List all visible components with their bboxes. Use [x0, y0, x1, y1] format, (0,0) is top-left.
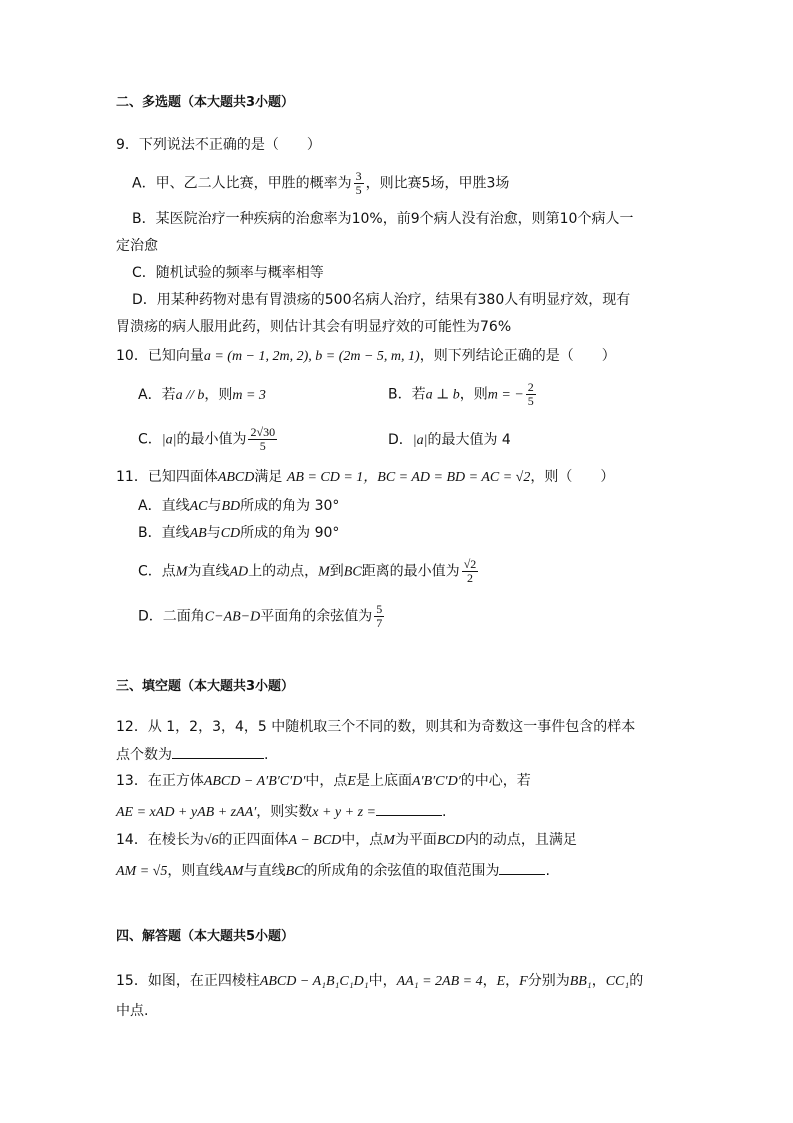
q10-a-mid: ，则 — [204, 387, 233, 403]
q9-a-num: 3 — [355, 169, 362, 183]
q14-l2-mid: ，则直线 — [167, 863, 224, 879]
q9-a-pre: A．甲、乙二人比赛，甲胜的概率为 — [132, 175, 352, 192]
q15-l1-post: 的 — [629, 973, 644, 989]
q13-e: E — [347, 774, 356, 789]
q15-e: E — [496, 974, 506, 989]
q10-b-fraction — [526, 381, 536, 408]
q11-c-t4: 距离的最小值为 — [361, 563, 460, 580]
q13-l2-end: . — [441, 804, 447, 820]
q15-l1-pre: 15．如图，在正四棱柱 — [116, 973, 260, 989]
q14-m: M — [383, 833, 395, 848]
q14-l2-end: . — [545, 863, 550, 879]
q9-option-d-line1: D．用某种药物对患有胃溃疡的500名病人治疗，结果有380人有明显疗效，现有 — [132, 292, 631, 308]
q11-option-a — [138, 496, 339, 517]
q15-line1 — [116, 971, 643, 992]
q11-pre: 11．已知四面体 — [116, 469, 218, 485]
section-fill-title: 三、填空题（本大题共3小题） — [116, 679, 295, 694]
q10-option-b — [388, 381, 538, 408]
q10-vectors: a = (m − 1, 2m, 2), b = (2m − 5, m, 1) — [203, 349, 420, 364]
q11-c-t1: 为直线 — [187, 563, 230, 580]
q14-l1-mid: 的正四面体 — [218, 832, 289, 848]
q9-a-den: 5 — [355, 183, 362, 197]
q13-line1 — [116, 771, 531, 792]
q13-cube: ABCD − A′B′C′D′ — [203, 774, 306, 789]
q10-b-mid: ，则 — [459, 386, 488, 403]
q11-d-fraction — [374, 603, 384, 630]
q10-d-abs: |a| — [412, 433, 428, 448]
q14-cond: AM = √5 — [116, 864, 168, 879]
q10-b-expr: a ⊥ b — [425, 387, 460, 403]
q14-answer-blank[interactable] — [499, 860, 545, 875]
q11-c-num: √2 — [463, 557, 477, 571]
q11-c-t2: 上的动点， — [248, 563, 319, 580]
q14-l1-mid3: 为平面 — [394, 832, 437, 848]
q13-line2 — [116, 801, 446, 823]
q10-stem — [116, 346, 616, 367]
q11-c-pre: C．点 — [138, 563, 176, 580]
q11-c-m: M — [175, 564, 188, 580]
q11-cond2: BC = AD = BD = AC = √2 — [377, 470, 531, 485]
q11-b-pre: B．直线 — [138, 525, 190, 541]
section-solve-title: 四、解答题（本大题共5小题） — [116, 929, 295, 944]
q14-bc: BC — [285, 864, 304, 879]
q11-d-num: 5 — [376, 602, 383, 616]
q9-a-post: ，则比赛5场，甲胜3场 — [365, 175, 510, 192]
q11-c-fraction — [462, 558, 479, 585]
q11-c-ad: AD — [229, 564, 249, 580]
q10-a-val: m = 3 — [232, 388, 266, 403]
q15-line2: 中点. — [116, 1003, 149, 1019]
q11-mid: 满足 — [254, 469, 283, 485]
q11-b-post: 所成的角为 90° — [240, 525, 340, 541]
q10-c-fraction — [248, 426, 277, 453]
q10-option-c — [138, 426, 279, 453]
q11-b-l2: CD — [220, 526, 241, 541]
q13-l1-mid: 中，点 — [305, 773, 348, 789]
q10-option-a — [138, 385, 266, 406]
q13-face: A′B′C′D′ — [411, 774, 461, 789]
q11-a-post: 所成的角为 30° — [240, 498, 340, 514]
q12-line2 — [116, 744, 268, 765]
q13-l1-pre: 13．在正方体 — [116, 773, 204, 789]
q15-l1-mid4: 分别为 — [527, 973, 570, 989]
q10-b-den: 5 — [527, 394, 534, 408]
q10-c-mid: 的最小值为 — [176, 431, 247, 448]
q10-c-pre: C． — [138, 431, 162, 448]
q13-l1-mid2: 是上底面 — [355, 773, 412, 789]
q10-c-den: 5 — [259, 439, 266, 453]
q11-post: ，则（ ） — [530, 469, 615, 485]
q13-l2-mid: ，则实数 — [256, 804, 313, 820]
q11-a-pre: A．直线 — [138, 498, 190, 514]
q10-d-post: 的最大值为 4 — [427, 432, 511, 448]
q12-l2-end: . — [264, 747, 269, 763]
q11-a-mid: 与 — [207, 498, 222, 514]
q14-l1-post: 内的动点，且满足 — [464, 832, 577, 848]
q12-l2: 点个数为 — [116, 747, 172, 763]
q14-l1-mid2: 中，点 — [341, 832, 384, 848]
q11-d-ang: C−AB−D — [204, 609, 261, 625]
q11-option-b — [138, 523, 339, 544]
q13-answer-blank[interactable] — [376, 801, 442, 816]
q15-l1-mid: 中， — [368, 973, 397, 989]
q11-tet: ABCD — [217, 470, 255, 485]
q14-line1 — [116, 830, 577, 851]
q13-vector-eq: AE = xAD + yAB + zAA′ — [116, 805, 257, 820]
q14-l1-pre: 14．在棱长为 — [116, 832, 204, 848]
q13-l1-post: 的中心，若 — [460, 773, 531, 789]
q12-line1: 12．从 1，2，3，4，5 中随机取三个不同的数，则其和为奇数这一事件包含的样本 — [116, 719, 636, 735]
q10-c-num: 2√30 — [250, 425, 276, 439]
q11-c-den: 2 — [466, 571, 473, 585]
q10-b-pre: B．若 — [388, 386, 426, 403]
q10-pre: 10．已知向量 — [116, 348, 204, 364]
q15-l1-mid2: ， — [482, 973, 497, 989]
q11-d-pre: D．二面角 — [138, 608, 205, 625]
q15-l1-mid5: ， — [591, 973, 606, 989]
q11-a-l1: AC — [189, 499, 208, 514]
q14-tet: A − BCD — [288, 833, 342, 848]
q9-option-c: C．随机试验的频率与概率相等 — [132, 265, 324, 281]
q10-option-d — [388, 430, 511, 451]
q9-option-a — [132, 170, 509, 197]
q9-stem: 9．下列说法不正确的是（ ） — [116, 137, 321, 153]
q10-a-expr: a // b — [175, 388, 205, 403]
q10-b-val: m = − — [487, 387, 524, 403]
q11-c-t3: 到 — [329, 563, 344, 580]
q11-b-l1: AB — [189, 526, 207, 541]
q15-cc: CC₁ — [605, 974, 630, 989]
q11-cond1: AB = CD = 1， — [286, 470, 378, 485]
q10-b-num: 2 — [527, 380, 534, 394]
q15-prism: ABCD − A₁B₁C₁D₁ — [259, 974, 369, 989]
q11-d-den: 7 — [376, 616, 383, 630]
q11-a-l2: BD — [221, 499, 241, 514]
q14-plane: BCD — [436, 833, 465, 848]
q13-sum: x + y + z = — [312, 805, 376, 820]
q14-edge: √6 — [203, 833, 219, 848]
q9-a-fraction — [354, 170, 364, 197]
q11-c-bc: BC — [343, 564, 362, 580]
q11-option-d — [138, 603, 386, 630]
q9-option-b-line2: 定治愈 — [116, 238, 158, 254]
q15-cond: AA₁ = 2AB = 4 — [396, 974, 483, 989]
q14-l2-post: 的所成角的余弦值的取值范围为 — [303, 863, 500, 879]
q11-option-c — [138, 558, 480, 585]
q14-line2 — [116, 860, 550, 882]
q14-l2-mid2: 与直线 — [243, 863, 286, 879]
q15-l1-mid3: ， — [505, 973, 520, 989]
q9-option-d-line2: 胃溃疡的病人服用此药，则估计其会有明显疗效的可能性为76% — [116, 319, 512, 335]
q10-c-abs: |a| — [161, 432, 177, 448]
q10-a-pre: A．若 — [138, 387, 176, 403]
q10-d-pre: D． — [388, 432, 413, 448]
q15-f: F — [519, 974, 528, 989]
q9-option-b-line1: B．某医院治疗一种疾病的治愈率为10%，前9个病人没有治愈，则第10个病人一 — [132, 211, 634, 227]
q12-answer-blank[interactable] — [172, 744, 264, 759]
section-multi-title: 二、多选题（本大题共3小题） — [116, 95, 295, 110]
q11-b-mid: 与 — [206, 525, 221, 541]
q11-d-post: 平面角的余弦值为 — [260, 608, 373, 625]
q15-bb: BB₁ — [569, 974, 592, 989]
q11-c-m2: M — [318, 564, 330, 580]
q11-stem — [116, 467, 614, 488]
q10-post: ，则下列结论正确的是（ ） — [419, 348, 616, 364]
q14-am: AM — [223, 864, 244, 879]
